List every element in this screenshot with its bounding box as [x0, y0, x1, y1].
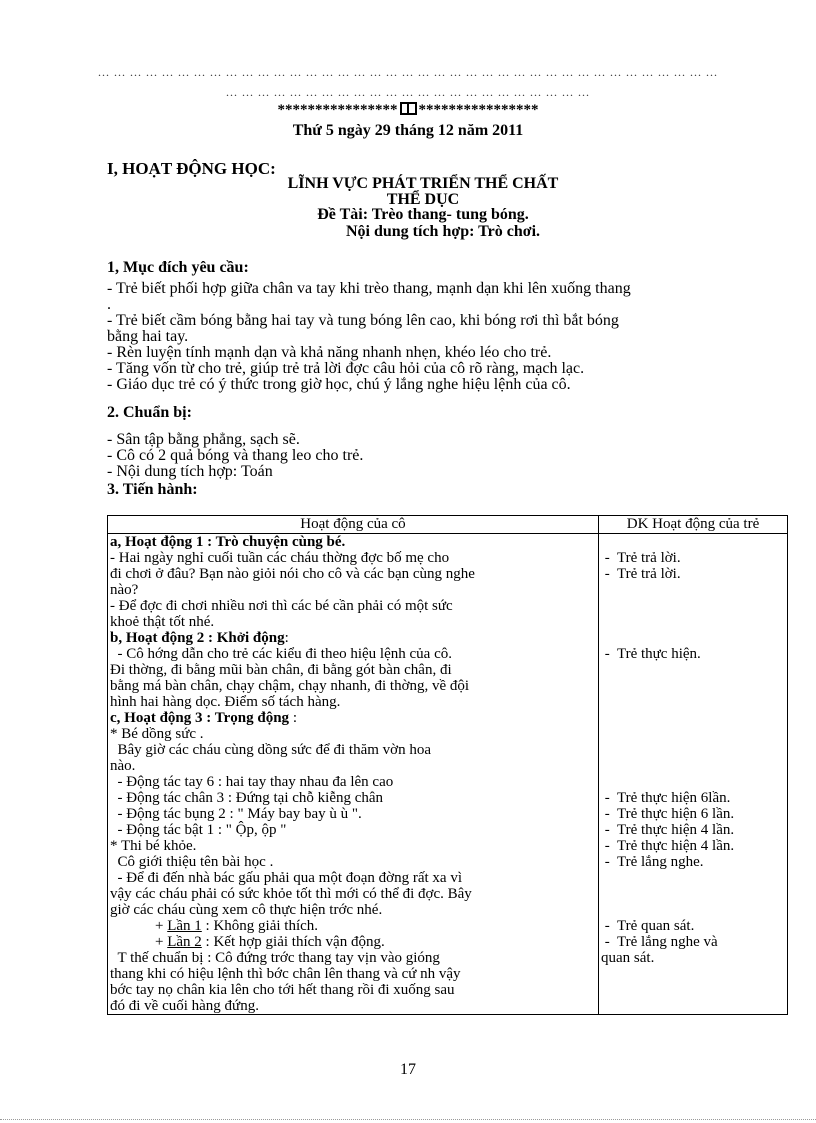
indent: +: [110, 918, 168, 934]
activity-2-colon: :: [284, 630, 289, 646]
text-line: khoẻ thật tốt nhé.: [110, 614, 215, 630]
child-response: - Trẻ thực hiện 4 lần.: [601, 838, 735, 854]
text-line: [110, 934, 596, 950]
teacher-activities: [108, 534, 599, 1015]
child-response: - Trẻ trả lời.: [601, 566, 681, 582]
child-response: - Trẻ thực hiện 6 lần.: [601, 806, 735, 822]
purpose-line: - Giáo dục trẻ có ý thức trong giờ học, chú ý lắng nghe hiệu lệnh của cô.: [107, 376, 571, 393]
purpose-heading: 1, Mục đích yêu cầu:: [107, 259, 249, 276]
dotted-line-2: ... ... ... ... ... ... ... ... ... ... ... ... ... ... ... ... ... ... ... ... ... ... ...: [226, 85, 590, 99]
spacer: [601, 742, 785, 758]
text-line: - Động tác tay 6 : hai tay thay nhau đa lên cao: [110, 774, 394, 790]
text-line: nào.: [110, 758, 136, 774]
header-children: DK Hoạt động của trẻ: [599, 516, 788, 534]
star-divider: [0, 102, 816, 119]
text-fragment: : Kết hợp giải thích vận động.: [201, 934, 385, 950]
text-line: [110, 918, 596, 934]
purpose-line: - Rèn luyện tính mạnh dạn và khả năng nhanh nhẹn, khéo léo cho trẻ.: [107, 344, 552, 361]
activity-2-label: b, Hoạt động 2 :: [110, 630, 217, 646]
child-response: - Trẻ thực hiện 6lần.: [601, 790, 731, 806]
text-line: T thế chuẩn bị : Cô đứng trớc thang tay vịn vào gióng: [110, 950, 440, 966]
purpose-line: - Tăng vốn từ cho trẻ, giúp trẻ trả lời đợc câu hỏi của cô rõ ràng, mạch lạc.: [107, 360, 585, 377]
purpose-line: - Trẻ biết cầm bóng bằng hai tay và tung bóng lên cao, khi bóng rơi thì bắt bóng: [107, 312, 619, 329]
purpose-line: - Trẻ biết phối hợp giữa chân va tay khi trèo thang, mạnh dạn khi lên xuống thang: [107, 280, 631, 297]
text-line: đi chơi ở đâu? Bạn nào giỏi nói cho cô và các bạn cùng nghe: [110, 566, 475, 582]
spacer: [601, 614, 785, 630]
text-line: thang khi có hiệu lệnh thì bớc chân lên thang và cứ nh vậy: [110, 966, 461, 982]
text-line: Đi thờng, đi bằng mũi bàn chân, đi bằng gót bàn chân, đi: [110, 662, 452, 678]
lesson-date: Thứ 5 ngày 29 tháng 12 năm 2011: [292, 122, 524, 139]
spacer: [601, 678, 785, 694]
spacer: [601, 598, 785, 614]
process-heading: 3. Tiến hành:: [107, 481, 198, 498]
child-response: quan sát.: [601, 950, 655, 966]
spacer: [601, 886, 785, 902]
text-line: Cô giới thiệu tên bài học .: [110, 854, 274, 870]
text-line: - Cô hớng dẫn cho trẻ các kiểu đi theo hiệu lệnh của cô.: [110, 646, 452, 662]
text-line: giờ các cháu cùng xem cô thực hiện trớc nhé.: [110, 902, 383, 918]
activity-1-title: a, Hoạt động 1 : Trò chuyện cùng bé.: [110, 534, 346, 550]
spacer: [601, 694, 785, 710]
text-line: - Động tác bụng 2 : " Máy bay bay ù ù ".: [110, 806, 362, 822]
spacer: [601, 758, 785, 774]
activity-3-name: c, Hoạt động 3 : Trọng động: [110, 710, 290, 726]
activity-3-title: [110, 710, 596, 726]
activity-2-title: [110, 630, 596, 646]
spacer: [601, 534, 785, 550]
purpose-line: .: [107, 296, 111, 313]
spacer: [601, 582, 785, 598]
spacer: [601, 870, 785, 886]
text-line: bớc tay nọ chân kia lên cho tới hết thang rồi đi xuống sau: [110, 982, 455, 998]
spacer: [601, 710, 785, 726]
child-response: - Trẻ lắng nghe và: [601, 934, 718, 950]
prepare-heading: 2. Chuẩn bị:: [107, 404, 192, 421]
text-line: - Động tác chân 3 : Đứng tại chỗ kiễng chân: [110, 790, 384, 806]
prepare-line: - Cô có 2 quả bóng và thang leo cho trẻ.: [107, 447, 364, 464]
text-line: - Hai ngày nghỉ cuối tuần các cháu thờng đợc bố mẹ cho: [110, 550, 450, 566]
spacer: [601, 630, 785, 646]
text-line: - Để đợc đi chơi nhiều nơi thì các bé cần phải có một sức: [110, 598, 453, 614]
page-bottom-rule: [0, 1119, 816, 1120]
table-row: [108, 534, 788, 1015]
purpose-line: bằng hai tay.: [107, 328, 189, 345]
text-fragment: : Không giải thích.: [201, 918, 319, 934]
child-response: - Trẻ thực hiện.: [601, 646, 701, 662]
spacer: [601, 774, 785, 790]
integration-title: Nội dung tích hợp: Trò chơi.: [345, 223, 541, 240]
child-response: - Trẻ lắng nghe.: [601, 854, 704, 870]
text-line: bằng má bàn chân, chạy chậm, chạy nhanh, đi thờng, về đội: [110, 678, 470, 694]
children-activities: [599, 534, 788, 1015]
stars-right: ****************: [418, 102, 539, 118]
section-title: I, HOẠT ĐỘNG HỌC:: [107, 159, 276, 178]
topic-title: Đề Tài: Trèo thang- tung bóng.: [317, 206, 529, 223]
text-line: * Thi bé khỏe.: [110, 838, 197, 854]
indent: +: [110, 934, 168, 950]
text-line: - Động tác bật 1 : " Ộp, ộp ": [110, 822, 287, 838]
domain-title: LĨNH VỰC PHÁT TRIỂN THỂ CHẤT: [287, 175, 559, 192]
child-response: - Trẻ quan sát.: [601, 918, 695, 934]
spacer: [601, 662, 785, 678]
text-line: hình hai hàng dọc. Điểm số tách hàng.: [110, 694, 341, 710]
subject-title: THỂ DỤC: [386, 191, 460, 208]
activity-3-colon: :: [289, 710, 297, 726]
underlined-label: Lần 1: [167, 918, 202, 934]
spacer: [601, 902, 785, 918]
child-response: - Trẻ trả lời.: [601, 550, 681, 566]
text-line: nào?: [110, 582, 139, 598]
text-line: vậy các cháu phải có sức khỏe tốt thì mới có thể đi đợc. Bây: [110, 886, 472, 902]
text-line: Bây giờ các cháu cùng dồng sức để đi thăm vờn hoa: [110, 742, 431, 758]
text-line: * Bé dồng sức .: [110, 726, 204, 742]
text-line: - Để đi đến nhà bác gấu phải qua một đoạn đờng rất xa vì: [110, 870, 462, 886]
table-header-row: [108, 516, 788, 534]
prepare-list: [107, 432, 363, 480]
activity-2-name: Khởi động: [216, 630, 285, 646]
dotted-line-1: ... ... ... ... ... ... ... ... ... ... ... ... ... ... ... ... ... ... ... ... ... ... ... ... ... ... ... ... ... ... ... ... ... ... ... ... ... ... ...: [98, 65, 718, 79]
header-teacher: Hoạt động của cô: [108, 516, 599, 534]
text-line: đó đi về cuối hàng đứng.: [110, 998, 259, 1014]
book-icon: [400, 102, 417, 115]
prepare-line: - Sân tập bằng phẳng, sạch sẽ.: [107, 431, 300, 448]
underlined-label: Lần 2: [167, 934, 202, 950]
child-response: - Trẻ thực hiện 4 lần.: [601, 822, 735, 838]
activity-table: [107, 515, 788, 1015]
spacer: [601, 726, 785, 742]
page-number: 17: [400, 1061, 416, 1078]
prepare-line: - Nội dung tích hợp: Toán: [107, 463, 273, 480]
purpose-list: [107, 281, 797, 393]
stars-left: ****************: [277, 102, 398, 118]
